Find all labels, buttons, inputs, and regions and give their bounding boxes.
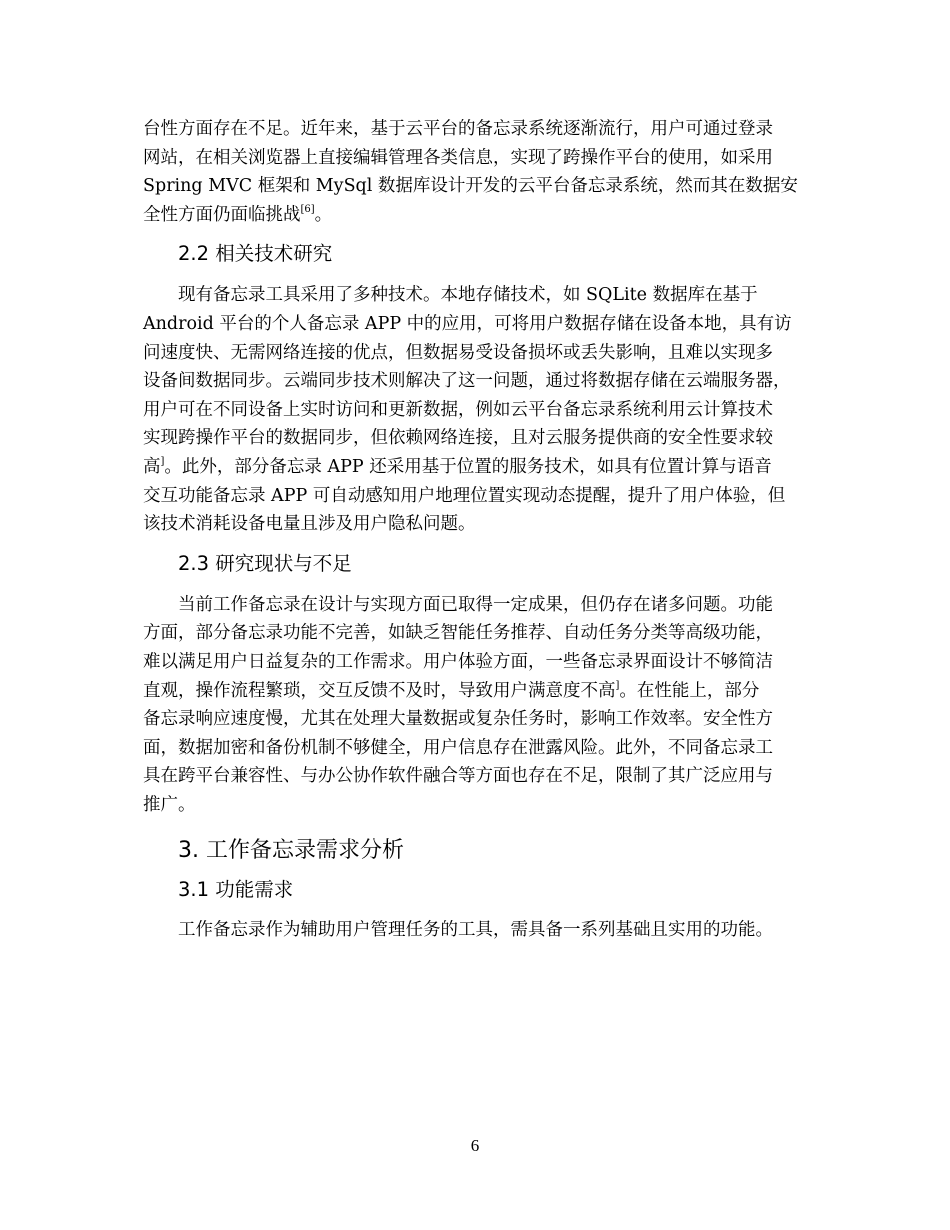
section-2-2-paragraph bbox=[143, 281, 815, 538]
section-heading-3-1: 3.1 功能需求 bbox=[178, 878, 294, 902]
text-line bbox=[143, 677, 815, 706]
text-fragment: 。在性能上，部分 bbox=[619, 680, 760, 701]
text-line: 工作备忘录作为辅助用户管理任务的工具，需具备一系列基础且实用的功能。 bbox=[178, 920, 773, 941]
section-heading-2-3: 2.3 研究现状与不足 bbox=[178, 551, 352, 575]
text-line: 设备间数据同步。云端同步技术则解决了这一问题，通过将数据存储在云端服务器， bbox=[143, 371, 791, 392]
citation: ] bbox=[160, 455, 165, 467]
text-line: 难以满足用户日益复杂的工作需求。用户体验方面，一些备忘录界面设计不够简洁 bbox=[143, 651, 773, 672]
section-3-1-paragraph bbox=[143, 916, 815, 945]
text-fragment: 全性方面仍面临挑战 bbox=[143, 204, 301, 225]
text-line: 交互功能备忘录 APP 可自动感知用户地理位置实现动态提醒，提升了用户体验，但 bbox=[143, 485, 786, 506]
text-line: 现有备忘录工具采用了多种技术。本地存储技术，如 SQLite 数据库在基于 bbox=[178, 285, 758, 306]
text-line: 实现跨操作平台的数据同步，但依赖网络连接，且对云服务提供商的安全性要求较 bbox=[143, 428, 773, 449]
text-fragment: 直观，操作流程繁琐，交互反馈不及时，导致用户满意度不高 bbox=[143, 680, 616, 701]
text-fragment: 。此外，部分备忘录 APP 还采用基于位置的服务技术，如具有位置计算与语音 bbox=[164, 456, 772, 477]
citation: ] bbox=[615, 679, 620, 691]
text-line: Android 平台的个人备忘录 APP 中的应用，可将用户数据存储在设备本地，具有访 bbox=[143, 313, 792, 334]
section-2-3-paragraph bbox=[143, 591, 815, 820]
text-line: 方面，部分备忘录功能不完善，如缺乏智能任务推荐、自动任务分类等高级功能， bbox=[143, 623, 773, 644]
text-line: Spring MVC 框架和 MySql 数据库设计开发的云平台备忘录系统，然而其在数据安 bbox=[143, 176, 798, 197]
document-page bbox=[143, 115, 815, 945]
text-line bbox=[143, 453, 815, 482]
citation: [6] bbox=[300, 203, 315, 215]
text-line: 问速度快、无需网络连接的优点，但数据易受设备损坏或丢失影响，且难以实现多 bbox=[143, 342, 773, 363]
text-line: 当前工作备忘录在设计与实现方面已取得一定成果，但仍存在诸多问题。功能 bbox=[178, 594, 773, 615]
text-line: 面，数据加密和备份机制不够健全，用户信息存在泄露风险。此外，不同备忘录工 bbox=[143, 737, 773, 758]
text-line: 用户可在不同设备上实时访问和更新数据，例如云平台备忘录系统利用云计算技术 bbox=[143, 399, 773, 420]
section-heading-2-2: 2.2 相关技术研究 bbox=[178, 242, 333, 266]
text-line: 网站，在相关浏览器上直接编辑管理各类信息，实现了跨操作平台的使用，如采用 bbox=[143, 147, 773, 168]
text-line: 备忘录响应速度慢，尤其在处理大量数据或复杂任务时，影响工作效率。安全性方 bbox=[143, 709, 773, 730]
text-fragment: 。 bbox=[314, 204, 333, 225]
text-line: 台性方面存在不足。近年来，基于云平台的备忘录系统逐渐流行，用户可通过登录 bbox=[143, 119, 773, 139]
text-line bbox=[143, 201, 815, 230]
text-line: 该技术消耗设备电量且涉及用户隐私问题。 bbox=[143, 514, 476, 535]
section-heading-3: 3. 工作备忘录需求分析 bbox=[178, 838, 404, 864]
text-line: 推广。 bbox=[143, 794, 196, 815]
page-number: 6 bbox=[470, 1136, 480, 1155]
text-fragment: 高 bbox=[143, 456, 161, 477]
text-line: 具在跨平台兼容性、与办公协作软件融合等方面也存在不足，限制了其广泛应用与 bbox=[143, 766, 773, 787]
intro-paragraph bbox=[143, 115, 815, 229]
